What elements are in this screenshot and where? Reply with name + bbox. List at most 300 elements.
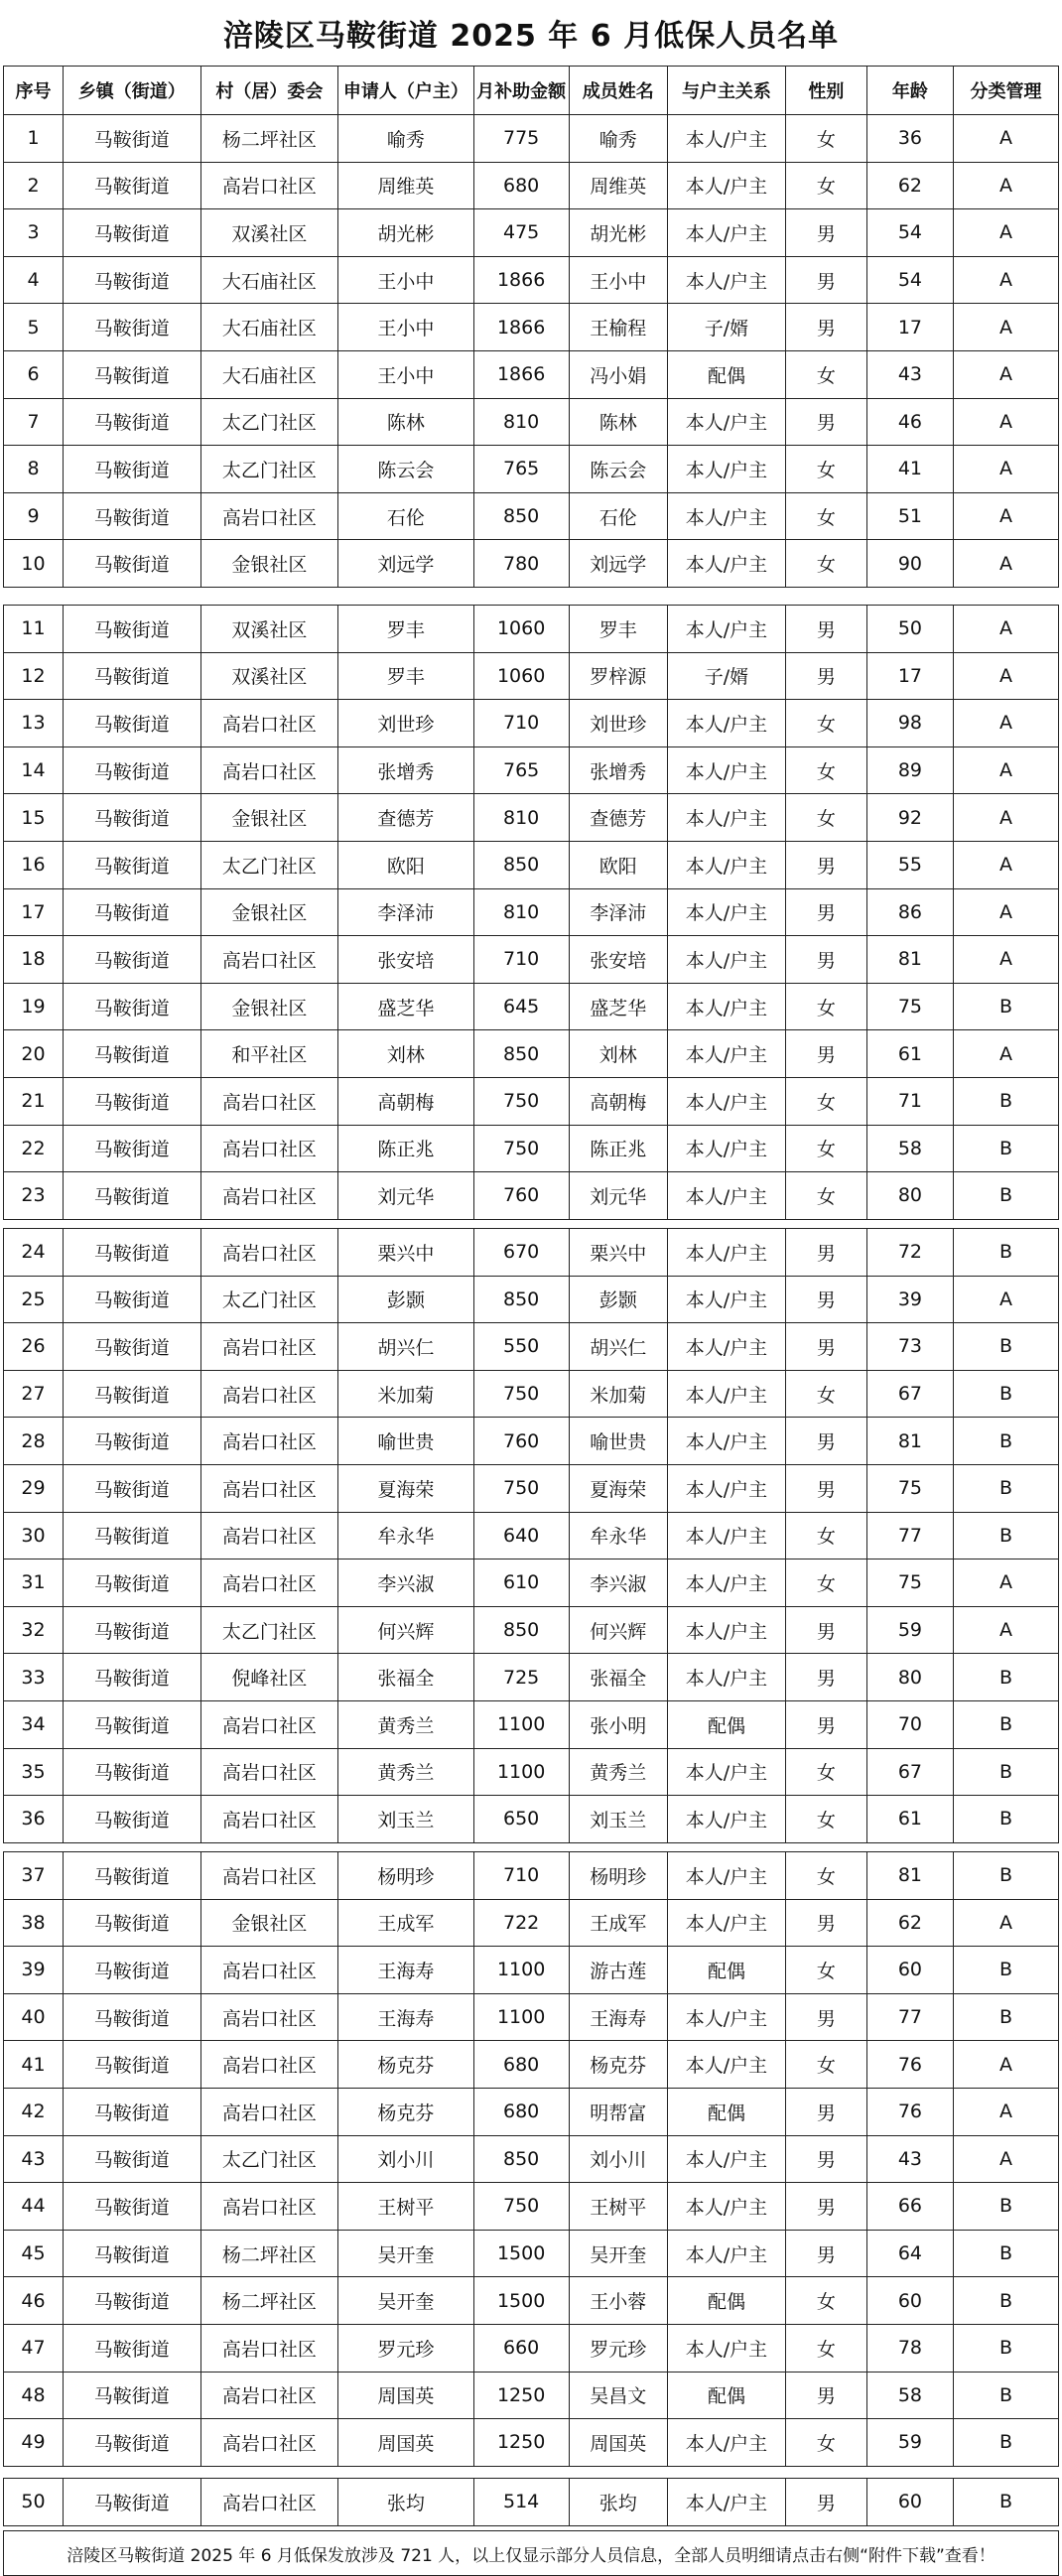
col-relation: 本人/户主 [667, 1748, 785, 1796]
table-row [4, 2135, 1059, 2183]
col-amount: 645 [473, 983, 569, 1030]
col-gender: 女 [785, 2324, 866, 2372]
col-category: A [954, 1030, 1059, 1078]
header-col-relation: 与户主关系 [667, 67, 785, 115]
col-gender: 女 [785, 115, 866, 163]
col-amount: 1100 [473, 1700, 569, 1748]
col-category: B [954, 983, 1059, 1030]
col-member: 刘林 [569, 1030, 667, 1078]
col-amount: 550 [473, 1323, 569, 1371]
col-gender: 男 [785, 1654, 866, 1701]
table-row [4, 209, 1059, 257]
col-town: 马鞍街道 [64, 1370, 201, 1418]
col-community: 金银社区 [200, 794, 338, 842]
col-age: 39 [866, 1276, 953, 1323]
col-member: 杨明珍 [569, 1852, 667, 1900]
table-block-5 [3, 2478, 1059, 2526]
col-town: 马鞍街道 [64, 1125, 201, 1172]
col-relation: 本人/户主 [667, 1512, 785, 1559]
col-member: 王小蓉 [569, 2277, 667, 2325]
col-amount: 765 [473, 746, 569, 794]
table-row [4, 1077, 1059, 1125]
table-row [4, 1852, 1059, 1900]
col-community: 太乙门社区 [200, 398, 338, 446]
col-town: 马鞍街道 [64, 304, 201, 351]
col-community: 双溪社区 [200, 606, 338, 653]
table-row [4, 2324, 1059, 2372]
table-row [4, 746, 1059, 794]
col-amount: 810 [473, 888, 569, 936]
col-amount: 750 [473, 1370, 569, 1418]
table-row [4, 2277, 1059, 2325]
col-index: 2 [4, 162, 64, 209]
col-index: 25 [4, 1276, 64, 1323]
col-age: 43 [866, 2135, 953, 2183]
col-town: 马鞍街道 [64, 1796, 201, 1843]
table-row [4, 936, 1059, 984]
col-relation: 本人/户主 [667, 1172, 785, 1220]
col-age: 54 [866, 256, 953, 304]
col-community: 双溪社区 [200, 209, 338, 257]
col-category: B [954, 1229, 1059, 1277]
col-applicant: 查德芳 [338, 794, 473, 842]
col-town: 马鞍街道 [64, 2479, 201, 2526]
col-town: 马鞍街道 [64, 2135, 201, 2183]
footer-note: 涪陵区马鞍街道 2025 年 6 月低保发放涉及 721 人，以上仅显示部分人员信息，全部人员明细请点击右侧“附件下载”查看！ [3, 2530, 1059, 2576]
col-age: 61 [866, 1796, 953, 1843]
col-age: 78 [866, 2324, 953, 2372]
col-relation: 本人/户主 [667, 1559, 785, 1607]
col-amount: 722 [473, 1899, 569, 1947]
col-applicant: 陈云会 [338, 446, 473, 493]
col-category: B [954, 2277, 1059, 2325]
col-relation: 本人/户主 [667, 1418, 785, 1465]
col-category: B [954, 1796, 1059, 1843]
col-town: 马鞍街道 [64, 888, 201, 936]
col-community: 太乙门社区 [200, 2135, 338, 2183]
col-amount: 760 [473, 1172, 569, 1220]
col-gender: 女 [785, 1947, 866, 1994]
col-category: A [954, 746, 1059, 794]
col-member: 张增秀 [569, 746, 667, 794]
header-col-town: 乡镇（街道） [64, 67, 201, 115]
col-town: 马鞍街道 [64, 115, 201, 163]
col-relation: 本人/户主 [667, 1077, 785, 1125]
col-community: 杨二坪社区 [200, 2230, 338, 2277]
col-gender: 男 [785, 888, 866, 936]
col-town: 马鞍街道 [64, 1229, 201, 1277]
col-applicant: 刘玉兰 [338, 1796, 473, 1843]
col-applicant: 何兴辉 [338, 1606, 473, 1654]
col-amount: 680 [473, 2088, 569, 2135]
col-member: 周维英 [569, 162, 667, 209]
col-town: 马鞍街道 [64, 746, 201, 794]
col-category: B [954, 1172, 1059, 1220]
col-category: A [954, 350, 1059, 398]
col-index: 46 [4, 2277, 64, 2325]
col-index: 1 [4, 115, 64, 163]
col-amount: 1500 [473, 2277, 569, 2325]
col-category: A [954, 2088, 1059, 2135]
col-member: 胡兴仁 [569, 1323, 667, 1371]
col-community: 高岩口社区 [200, 1947, 338, 1994]
col-category: A [954, 700, 1059, 747]
header-col-applicant: 申请人（户主） [338, 67, 473, 115]
col-gender: 男 [785, 256, 866, 304]
col-index: 24 [4, 1229, 64, 1277]
col-town: 马鞍街道 [64, 652, 201, 700]
col-relation: 本人/户主 [667, 1464, 785, 1512]
col-town: 马鞍街道 [64, 2419, 201, 2467]
col-index: 12 [4, 652, 64, 700]
col-gender: 女 [785, 1852, 866, 1900]
col-town: 马鞍街道 [64, 2372, 201, 2419]
col-index: 7 [4, 398, 64, 446]
col-applicant: 吴开奎 [338, 2230, 473, 2277]
col-community: 高岩口社区 [200, 936, 338, 984]
col-applicant: 刘世珍 [338, 700, 473, 747]
table-row [4, 1464, 1059, 1512]
col-index: 5 [4, 304, 64, 351]
col-category: B [954, 1700, 1059, 1748]
col-town: 马鞍街道 [64, 794, 201, 842]
table-row [4, 2479, 1059, 2526]
col-amount: 680 [473, 162, 569, 209]
col-member: 游古莲 [569, 1947, 667, 1994]
col-applicant: 喻世贵 [338, 1418, 473, 1465]
col-age: 55 [866, 841, 953, 888]
col-member: 罗元珍 [569, 2324, 667, 2372]
col-amount: 1100 [473, 1993, 569, 2041]
col-member: 李兴淑 [569, 1559, 667, 1607]
col-index: 47 [4, 2324, 64, 2372]
col-relation: 配偶 [667, 2277, 785, 2325]
col-category: B [954, 2479, 1059, 2526]
col-amount: 1100 [473, 1748, 569, 1796]
col-age: 51 [866, 492, 953, 540]
col-age: 67 [866, 1748, 953, 1796]
col-applicant: 杨明珍 [338, 1852, 473, 1900]
col-age: 72 [866, 1229, 953, 1277]
col-age: 62 [866, 162, 953, 209]
col-town: 马鞍街道 [64, 1654, 201, 1701]
table-row [4, 1606, 1059, 1654]
col-category: A [954, 492, 1059, 540]
col-community: 高岩口社区 [200, 2324, 338, 2372]
table-row [4, 1559, 1059, 1607]
col-category: A [954, 256, 1059, 304]
col-community: 大石庙社区 [200, 304, 338, 351]
col-category: B [954, 1464, 1059, 1512]
col-amount: 1866 [473, 256, 569, 304]
table-row [4, 398, 1059, 446]
col-town: 马鞍街道 [64, 1993, 201, 2041]
col-index: 43 [4, 2135, 64, 2183]
table-row [4, 1229, 1059, 1277]
col-amount: 1060 [473, 652, 569, 700]
col-category: A [954, 1899, 1059, 1947]
col-member: 查德芳 [569, 794, 667, 842]
table-row [4, 304, 1059, 351]
col-member: 陈正兆 [569, 1125, 667, 1172]
col-applicant: 刘小川 [338, 2135, 473, 2183]
col-category: A [954, 446, 1059, 493]
col-amount: 650 [473, 1796, 569, 1843]
table-row [4, 256, 1059, 304]
col-relation: 配偶 [667, 2372, 785, 2419]
col-relation: 本人/户主 [667, 700, 785, 747]
col-relation: 本人/户主 [667, 2183, 785, 2231]
col-age: 46 [866, 398, 953, 446]
table-block-2 [3, 605, 1059, 1220]
col-category: B [954, 1947, 1059, 1994]
col-applicant: 张均 [338, 2479, 473, 2526]
col-applicant: 周国英 [338, 2372, 473, 2419]
col-town: 马鞍街道 [64, 540, 201, 588]
col-community: 高岩口社区 [200, 1512, 338, 1559]
col-age: 59 [866, 2419, 953, 2467]
col-applicant: 杨克芬 [338, 2088, 473, 2135]
col-category: B [954, 1512, 1059, 1559]
col-index: 44 [4, 2183, 64, 2231]
col-member: 高朝梅 [569, 1077, 667, 1125]
col-amount: 725 [473, 1654, 569, 1701]
table-row [4, 1172, 1059, 1220]
col-gender: 女 [785, 1077, 866, 1125]
col-category: B [954, 1125, 1059, 1172]
col-index: 42 [4, 2088, 64, 2135]
col-index: 13 [4, 700, 64, 747]
col-age: 77 [866, 1993, 953, 2041]
col-community: 高岩口社区 [200, 700, 338, 747]
col-relation: 本人/户主 [667, 2324, 785, 2372]
col-gender: 女 [785, 2277, 866, 2325]
col-index: 21 [4, 1077, 64, 1125]
col-town: 马鞍街道 [64, 162, 201, 209]
col-community: 大石庙社区 [200, 256, 338, 304]
col-community: 金银社区 [200, 888, 338, 936]
col-community: 高岩口社区 [200, 1993, 338, 2041]
col-index: 9 [4, 492, 64, 540]
col-member: 吴昌文 [569, 2372, 667, 2419]
col-member: 刘小川 [569, 2135, 667, 2183]
col-amount: 514 [473, 2479, 569, 2526]
col-applicant: 喻秀 [338, 115, 473, 163]
col-gender: 男 [785, 1276, 866, 1323]
col-amount: 710 [473, 700, 569, 747]
col-relation: 本人/户主 [667, 1606, 785, 1654]
col-amount: 1866 [473, 304, 569, 351]
col-relation: 本人/户主 [667, 492, 785, 540]
col-amount: 765 [473, 446, 569, 493]
col-community: 高岩口社区 [200, 2479, 338, 2526]
col-member: 王海寿 [569, 1993, 667, 2041]
col-community: 双溪社区 [200, 652, 338, 700]
col-member: 石伦 [569, 492, 667, 540]
header-col-member: 成员姓名 [569, 67, 667, 115]
col-age: 54 [866, 209, 953, 257]
col-age: 58 [866, 2372, 953, 2419]
col-member: 栗兴中 [569, 1229, 667, 1277]
col-member: 胡光彬 [569, 209, 667, 257]
col-age: 80 [866, 1172, 953, 1220]
table-row [4, 1899, 1059, 1947]
table-row [4, 983, 1059, 1030]
col-gender: 女 [785, 1512, 866, 1559]
col-community: 高岩口社区 [200, 162, 338, 209]
col-town: 马鞍街道 [64, 1852, 201, 1900]
col-member: 刘玉兰 [569, 1796, 667, 1843]
col-relation: 本人/户主 [667, 888, 785, 936]
table-row [4, 700, 1059, 747]
header-col-index: 序号 [4, 67, 64, 115]
col-applicant: 盛芝华 [338, 983, 473, 1030]
table-row [4, 1654, 1059, 1701]
col-relation: 本人/户主 [667, 606, 785, 653]
table-row [4, 2372, 1059, 2419]
col-index: 22 [4, 1125, 64, 1172]
col-applicant: 胡兴仁 [338, 1323, 473, 1371]
col-town: 马鞍街道 [64, 2230, 201, 2277]
col-index: 45 [4, 2230, 64, 2277]
col-community: 高岩口社区 [200, 1370, 338, 1418]
table-row [4, 115, 1059, 163]
col-community: 高岩口社区 [200, 1125, 338, 1172]
col-category: B [954, 1748, 1059, 1796]
col-category: B [954, 2372, 1059, 2419]
col-amount: 850 [473, 492, 569, 540]
col-relation: 配偶 [667, 1947, 785, 1994]
col-applicant: 陈正兆 [338, 1125, 473, 1172]
col-gender: 女 [785, 446, 866, 493]
col-town: 马鞍街道 [64, 2277, 201, 2325]
col-age: 81 [866, 936, 953, 984]
col-applicant: 夏海荣 [338, 1464, 473, 1512]
col-category: A [954, 794, 1059, 842]
col-category: B [954, 2183, 1059, 2231]
col-age: 81 [866, 1418, 953, 1465]
col-category: A [954, 304, 1059, 351]
col-applicant: 刘林 [338, 1030, 473, 1078]
col-index: 29 [4, 1464, 64, 1512]
col-amount: 750 [473, 1125, 569, 1172]
col-applicant: 欧阳 [338, 841, 473, 888]
col-index: 19 [4, 983, 64, 1030]
table-row [4, 2419, 1059, 2467]
col-community: 高岩口社区 [200, 1229, 338, 1277]
col-member: 盛芝华 [569, 983, 667, 1030]
table-row [4, 446, 1059, 493]
col-amount: 850 [473, 841, 569, 888]
header-col-community: 村（居）委会 [200, 67, 338, 115]
col-age: 89 [866, 746, 953, 794]
col-member: 何兴辉 [569, 1606, 667, 1654]
col-town: 马鞍街道 [64, 1030, 201, 1078]
col-town: 马鞍街道 [64, 209, 201, 257]
col-category: A [954, 115, 1059, 163]
col-index: 39 [4, 1947, 64, 1994]
col-relation: 本人/户主 [667, 1276, 785, 1323]
col-relation: 本人/户主 [667, 1125, 785, 1172]
col-applicant: 罗丰 [338, 652, 473, 700]
col-age: 60 [866, 1947, 953, 1994]
col-amount: 1500 [473, 2230, 569, 2277]
col-gender: 女 [785, 794, 866, 842]
col-relation: 本人/户主 [667, 2135, 785, 2183]
col-category: B [954, 1323, 1059, 1371]
col-applicant: 张安培 [338, 936, 473, 984]
col-index: 6 [4, 350, 64, 398]
col-gender: 女 [785, 746, 866, 794]
col-gender: 男 [785, 1323, 866, 1371]
col-relation: 本人/户主 [667, 1852, 785, 1900]
col-index: 36 [4, 1796, 64, 1843]
col-community: 高岩口社区 [200, 1323, 338, 1371]
col-gender: 女 [785, 700, 866, 747]
col-applicant: 周维英 [338, 162, 473, 209]
col-relation: 本人/户主 [667, 540, 785, 588]
col-relation: 本人/户主 [667, 1323, 785, 1371]
col-gender: 女 [785, 1125, 866, 1172]
col-amount: 710 [473, 936, 569, 984]
col-applicant: 胡光彬 [338, 209, 473, 257]
col-member: 刘元华 [569, 1172, 667, 1220]
col-applicant: 张福全 [338, 1654, 473, 1701]
col-gender: 女 [785, 162, 866, 209]
col-category: A [954, 398, 1059, 446]
col-amount: 750 [473, 1077, 569, 1125]
col-index: 10 [4, 540, 64, 588]
col-applicant: 石伦 [338, 492, 473, 540]
col-age: 58 [866, 1125, 953, 1172]
col-applicant: 栗兴中 [338, 1229, 473, 1277]
col-gender: 女 [785, 350, 866, 398]
col-community: 金银社区 [200, 1899, 338, 1947]
col-member: 王榆程 [569, 304, 667, 351]
col-relation: 本人/户主 [667, 936, 785, 984]
col-applicant: 王成军 [338, 1899, 473, 1947]
col-relation: 本人/户主 [667, 1229, 785, 1277]
col-town: 马鞍街道 [64, 2041, 201, 2089]
col-community: 高岩口社区 [200, 2088, 338, 2135]
col-amount: 670 [473, 1229, 569, 1277]
col-age: 60 [866, 2277, 953, 2325]
col-applicant: 米加菊 [338, 1370, 473, 1418]
col-town: 马鞍街道 [64, 1512, 201, 1559]
col-amount: 810 [473, 794, 569, 842]
col-town: 马鞍街道 [64, 841, 201, 888]
col-index: 35 [4, 1748, 64, 1796]
col-amount: 1250 [473, 2419, 569, 2467]
col-age: 41 [866, 446, 953, 493]
col-town: 马鞍街道 [64, 256, 201, 304]
col-town: 马鞍街道 [64, 1748, 201, 1796]
col-community: 和平社区 [200, 1030, 338, 1078]
col-index: 11 [4, 606, 64, 653]
col-relation: 本人/户主 [667, 1796, 785, 1843]
col-member: 冯小娟 [569, 350, 667, 398]
col-applicant: 周国英 [338, 2419, 473, 2467]
col-category: B [954, 2419, 1059, 2467]
col-index: 28 [4, 1418, 64, 1465]
col-category: B [954, 1852, 1059, 1900]
col-gender: 女 [785, 2419, 866, 2467]
col-gender: 男 [785, 2230, 866, 2277]
col-age: 90 [866, 540, 953, 588]
col-community: 杨二坪社区 [200, 2277, 338, 2325]
col-member: 李泽沛 [569, 888, 667, 936]
col-community: 高岩口社区 [200, 2419, 338, 2467]
